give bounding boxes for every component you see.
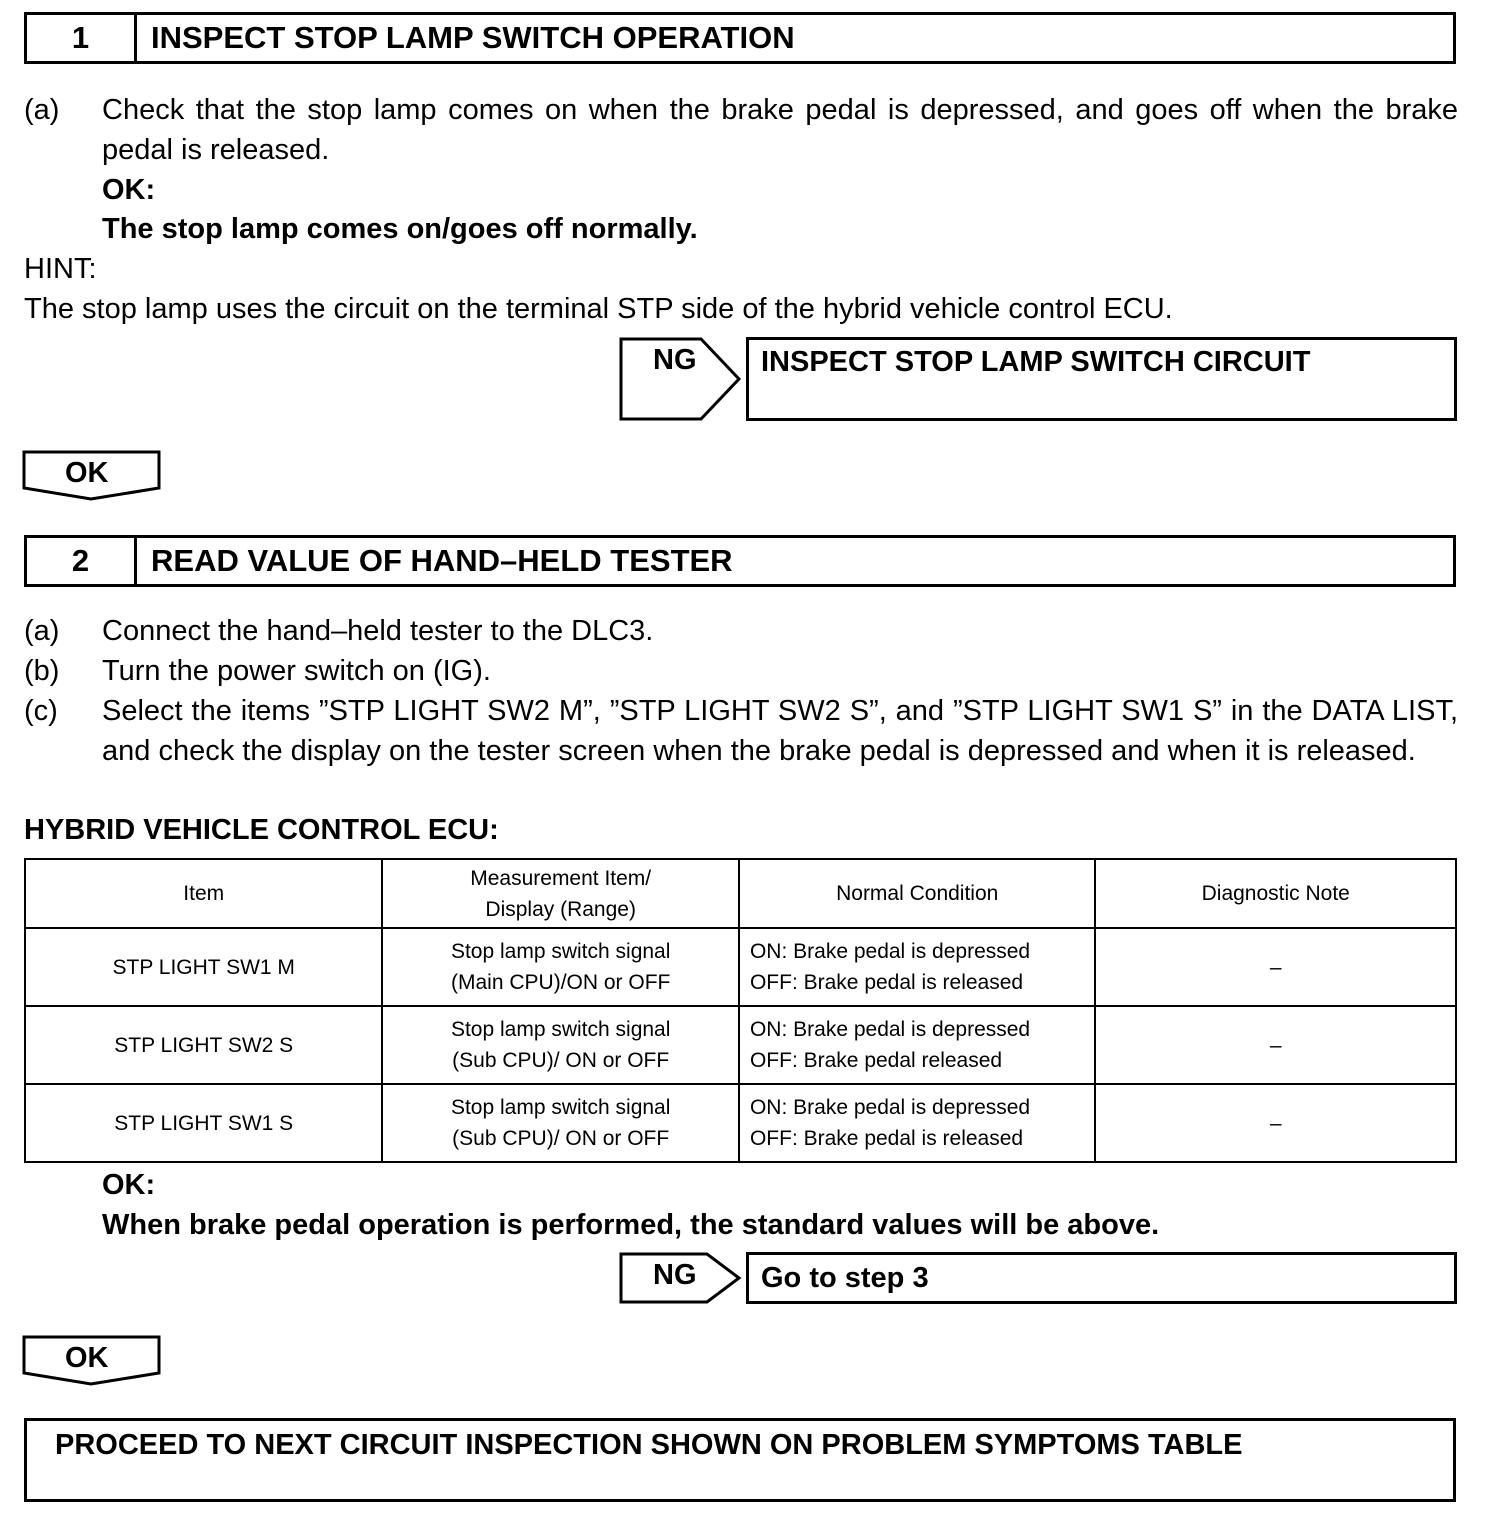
row-measurement — [382, 1084, 739, 1162]
row-measurement-line2: (Sub CPU)/ ON or OFF — [452, 1049, 670, 1072]
hint-label: HINT: — [24, 253, 97, 285]
step-2-ok-label: OK: — [102, 1169, 156, 1201]
table-header-row — [25, 859, 1456, 928]
ng-result-2: Go to step 3 — [746, 1252, 1457, 1304]
step-1-ok-text: The stop lamp comes on/goes off normally. — [102, 213, 698, 245]
step-2-header — [24, 535, 1456, 587]
table-row — [25, 1006, 1456, 1084]
row-item: STP LIGHT SW1 S — [25, 1084, 382, 1162]
row-item: STP LIGHT SW1 M — [25, 928, 382, 1006]
step-2-item-c-label: (c) — [24, 695, 58, 727]
step-1-number: 1 — [27, 15, 137, 61]
row-condition-line1: ON: Brake pedal is depressed — [749, 1018, 1031, 1041]
row-measurement — [382, 1006, 739, 1084]
row-measurement-line2: (Sub CPU)/ ON or OFF — [452, 1127, 670, 1150]
ecu-heading: HYBRID VEHICLE CONTROL ECU: — [24, 814, 499, 846]
step-1-title: INSPECT STOP LAMP SWITCH OPERATION — [151, 20, 795, 55]
ng-label-2: NG — [653, 1259, 697, 1291]
step-1-header — [24, 12, 1456, 64]
header-normal-condition: Normal Condition — [739, 859, 1096, 928]
row-condition-line1: ON: Brake pedal is depressed — [749, 940, 1031, 963]
step-2-ok-text: When brake pedal operation is performed, the standard values will be above. — [102, 1209, 1160, 1241]
row-measurement-line1: Stop lamp switch signal — [450, 1018, 671, 1041]
step-2-item-b-text: Turn the power switch on (IG). — [102, 655, 491, 687]
row-measurement-line1: Stop lamp switch signal — [450, 1096, 671, 1119]
step-2-title: READ VALUE OF HAND–HELD TESTER — [151, 543, 733, 578]
row-measurement — [382, 928, 739, 1006]
row-condition — [739, 1006, 1096, 1084]
ng-label-1: NG — [653, 344, 697, 376]
hint-text: The stop lamp uses the circuit on the terminal STP side of the hybrid vehicle control ECU. — [24, 293, 1173, 325]
ok-label-2: OK — [65, 1342, 109, 1374]
data-list-table — [24, 858, 1457, 1163]
row-condition-line2: OFF: Brake pedal released — [749, 1049, 1003, 1072]
step-1-ok-label: OK: — [102, 174, 156, 206]
header-item: Item — [25, 859, 382, 928]
ng-result-1: INSPECT STOP LAMP SWITCH CIRCUIT — [746, 337, 1457, 421]
row-condition — [739, 928, 1096, 1006]
header-measurement-line1: Measurement Item/ — [470, 866, 652, 890]
row-item: STP LIGHT SW2 S — [25, 1006, 382, 1084]
step-1-item-a-text: Check that the stop lamp comes on when the brake pedal is depressed, and goes off when the brake pedal is released. — [102, 94, 1458, 166]
step-2-item-a-label: (a) — [24, 615, 60, 647]
header-measurement-line2: Display (Range) — [485, 897, 636, 921]
row-condition-line2: OFF: Brake pedal is released — [749, 1127, 1024, 1150]
row-measurement-line1: Stop lamp switch signal — [450, 940, 671, 963]
step-2-item-a-text: Connect the hand–held tester to the DLC3. — [102, 615, 654, 647]
row-note: – — [1095, 1084, 1456, 1162]
header-measurement — [382, 859, 739, 928]
row-condition — [739, 1084, 1096, 1162]
step-2-number: 2 — [27, 538, 137, 584]
row-condition-line2: OFF: Brake pedal is released — [749, 971, 1024, 994]
step-2-item-c-text: Select the items ”STP LIGHT SW2 M”, ”STP LIGHT SW2 S”, and ”STP LIGHT SW1 S” in the DATA LIST, and check the display on the tester screen when the brake pedal is depressed and when it is released. — [102, 695, 1458, 767]
table-row — [25, 1084, 1456, 1162]
header-diagnostic-note: Diagnostic Note — [1095, 859, 1456, 928]
row-note: – — [1095, 1006, 1456, 1084]
step-2-item-b-label: (b) — [24, 655, 60, 687]
row-condition-line1: ON: Brake pedal is depressed — [749, 1096, 1031, 1119]
table-row — [25, 928, 1456, 1006]
row-measurement-line2: (Main CPU)/ON or OFF — [451, 971, 671, 994]
row-note: – — [1095, 928, 1456, 1006]
final-instruction: PROCEED TO NEXT CIRCUIT INSPECTION SHOWN ON PROBLEM SYMPTOMS TABLE — [24, 1418, 1456, 1502]
ok-label-1: OK — [65, 457, 109, 489]
step-1-item-a-label: (a) — [24, 94, 60, 126]
